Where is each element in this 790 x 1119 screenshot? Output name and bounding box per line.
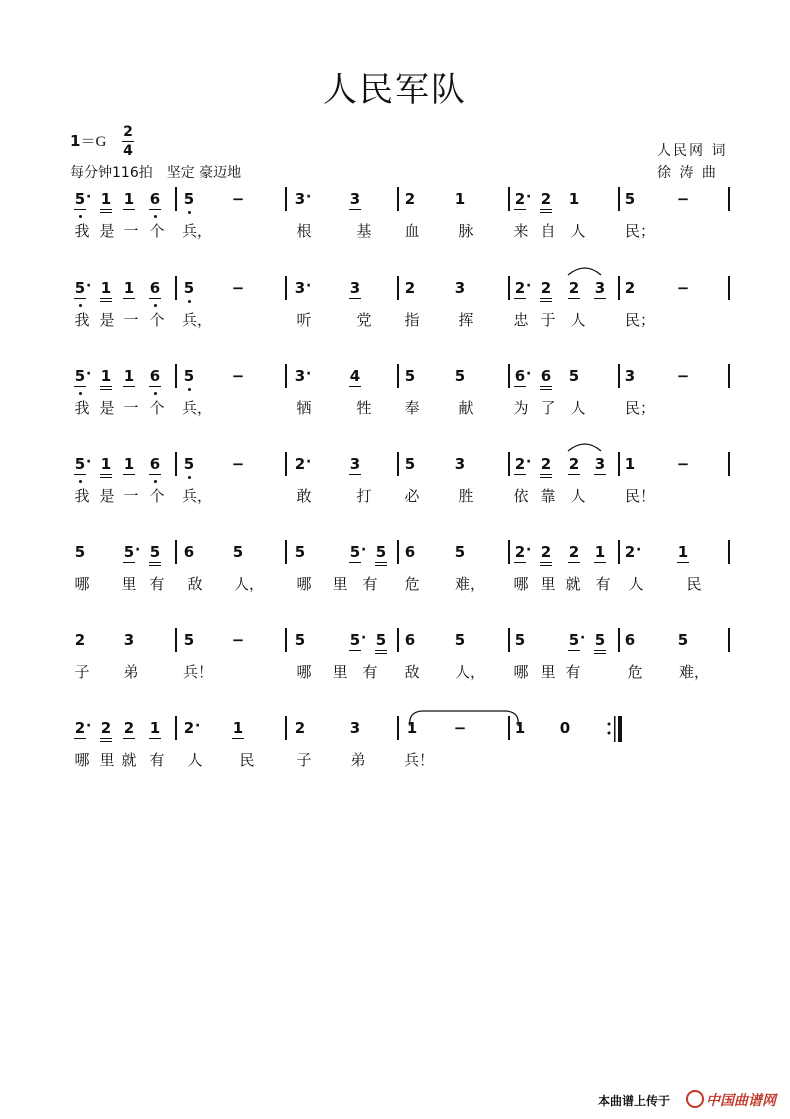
note: − — [676, 279, 690, 297]
score-line — [0, 540, 790, 620]
note: 5 — [454, 631, 466, 649]
lyric-syllable: 有 — [595, 575, 611, 593]
score-line — [0, 364, 790, 444]
lyric-syllable: 危 — [627, 663, 643, 681]
note: 5 — [294, 543, 306, 561]
note: 1 — [123, 455, 135, 473]
lyric-syllable: 来 — [513, 222, 529, 240]
note: 5 — [123, 543, 135, 561]
augmentation-dot: · — [361, 542, 367, 558]
note: 6 — [404, 631, 416, 649]
lyric-syllable: 里 — [121, 575, 137, 593]
lyric-syllable: 人 — [628, 575, 644, 593]
note: − — [676, 455, 690, 473]
lyric-syllable: 民； — [625, 399, 656, 417]
note: 6 — [183, 543, 195, 561]
augmentation-dot: · — [86, 189, 92, 205]
note: 1 — [514, 719, 526, 737]
page-title: 人民军队 — [323, 70, 467, 110]
lyric-syllable: 民 — [239, 751, 255, 769]
lyric-syllable: 牲 — [356, 399, 372, 417]
lyric-syllable: 里 — [540, 663, 556, 681]
lyric-syllable: 必 — [404, 487, 420, 505]
lyric-syllable: 里 — [332, 663, 348, 681]
note: 2 — [539, 279, 553, 297]
lyric-syllable: 人 — [570, 399, 586, 417]
augmentation-dot: · — [526, 542, 532, 558]
note: 6 — [404, 543, 416, 561]
lyric-syllable: 胜 — [458, 487, 474, 505]
note: 5 — [148, 543, 162, 561]
note: 1 — [99, 455, 113, 473]
note: 6 — [514, 367, 526, 385]
lyric-syllable: 敢 — [296, 487, 312, 505]
barline — [728, 364, 730, 388]
barline — [175, 187, 177, 211]
lyric-syllable: 是 — [99, 311, 115, 329]
note: 6 — [148, 279, 162, 297]
note: 1 — [99, 190, 113, 208]
note: 2 — [539, 455, 553, 473]
note: 2 — [568, 279, 580, 297]
note: 3 — [123, 631, 135, 649]
note: − — [676, 367, 690, 385]
lyric-syllable: 是 — [99, 222, 115, 240]
lyric-syllable: 兵， — [182, 311, 213, 329]
slur-mark — [565, 263, 605, 277]
lyric-syllable: 危 — [404, 575, 420, 593]
note: 5 — [404, 455, 416, 473]
barline — [285, 452, 287, 476]
lyric-syllable: 党 — [356, 311, 372, 329]
note: 2 — [404, 190, 416, 208]
barline — [397, 716, 399, 740]
note: − — [231, 190, 245, 208]
barline — [285, 540, 287, 564]
lyric-syllable: 里 — [332, 575, 348, 593]
note: 3 — [294, 279, 306, 297]
lyric-syllable: 血 — [404, 222, 420, 240]
barline — [285, 276, 287, 300]
note: 5 — [73, 367, 87, 385]
lyric-syllable: 就 — [565, 575, 581, 593]
barline — [175, 628, 177, 652]
lyricist-credit: 人民网 词 — [657, 143, 728, 159]
augmentation-dot: · — [636, 542, 642, 558]
lyric-syllable: 敌 — [404, 663, 420, 681]
note: 2 — [514, 190, 526, 208]
barline — [285, 716, 287, 740]
score-line — [0, 452, 790, 532]
lyric-syllable: 靠 — [540, 487, 556, 505]
lyric-syllable: 有 — [362, 663, 378, 681]
note: 3 — [454, 279, 466, 297]
note: − — [231, 631, 245, 649]
augmentation-dot: · — [526, 278, 532, 294]
note: 2 — [514, 279, 526, 297]
lyric-syllable: 敌 — [187, 575, 203, 593]
time-denominator: 4 — [123, 143, 133, 159]
lyric-syllable: 哪 — [74, 751, 90, 769]
barline — [728, 187, 730, 211]
key-prefix: 1 — [70, 132, 81, 150]
barline — [728, 276, 730, 300]
lyric-syllable: 就 — [121, 751, 137, 769]
lyric-syllable: 兵， — [182, 222, 213, 240]
lyric-syllable: 哪 — [74, 575, 90, 593]
lyric-syllable: 有 — [149, 751, 165, 769]
note: 5 — [454, 367, 466, 385]
barline — [175, 716, 177, 740]
lyric-syllable: 哪 — [296, 663, 312, 681]
barline — [175, 452, 177, 476]
barline — [508, 452, 510, 476]
note: 5 — [454, 543, 466, 561]
lyric-syllable: 是 — [99, 487, 115, 505]
lyric-syllable: 根 — [296, 222, 312, 240]
lyric-syllable: 个 — [149, 487, 165, 505]
note: 2 — [74, 719, 86, 737]
barline — [618, 452, 620, 476]
augmentation-dot: · — [306, 189, 312, 205]
lyric-syllable: 兵！ — [404, 751, 435, 769]
repeat-end-barline — [605, 716, 625, 746]
note: 5 — [73, 279, 87, 297]
lyric-syllable: 忠 — [513, 311, 529, 329]
lyric-syllable: 牺 — [296, 399, 312, 417]
lyric-syllable: 兵， — [182, 487, 213, 505]
note: 3 — [594, 455, 606, 473]
note: 3 — [349, 719, 361, 737]
note: 3 — [294, 190, 306, 208]
note: 1 — [99, 279, 113, 297]
lyric-syllable: 一 — [123, 222, 139, 240]
lyric-syllable: 弟 — [123, 663, 139, 681]
lyric-syllable: 一 — [123, 399, 139, 417]
note: 5 — [182, 279, 196, 297]
score-line — [0, 187, 790, 267]
barline — [397, 628, 399, 652]
note: 2 — [568, 543, 580, 561]
lyric-syllable: 民； — [625, 311, 656, 329]
augmentation-dot: · — [86, 278, 92, 294]
barline — [397, 276, 399, 300]
lyric-syllable: 挥 — [458, 311, 474, 329]
lyric-syllable: 人 — [570, 487, 586, 505]
barline — [728, 452, 730, 476]
lyric-syllable: 一 — [123, 487, 139, 505]
augmentation-dot: · — [306, 454, 312, 470]
note: 6 — [539, 367, 553, 385]
note: 5 — [182, 455, 196, 473]
lyric-syllable: 我 — [74, 487, 90, 505]
lyric-syllable: 我 — [74, 311, 90, 329]
augmentation-dot: · — [361, 630, 367, 646]
barline — [397, 452, 399, 476]
time-numerator: 2 — [123, 124, 133, 140]
lyric-syllable: 民； — [625, 222, 656, 240]
lyric-syllable: 听 — [296, 311, 312, 329]
note: 0 — [559, 719, 571, 737]
lyric-syllable: 打 — [356, 487, 372, 505]
note: 3 — [624, 367, 636, 385]
note: 1 — [232, 719, 244, 737]
lyric-syllable: 是 — [99, 399, 115, 417]
lyric-syllable: 子 — [74, 663, 90, 681]
augmentation-dot: · — [195, 718, 201, 734]
note: 3 — [349, 455, 361, 473]
key-eq: ＝G — [80, 134, 107, 150]
note: 2 — [539, 190, 553, 208]
note: 5 — [593, 631, 607, 649]
note: 2 — [404, 279, 416, 297]
augmentation-dot: · — [580, 630, 586, 646]
site-logo-text: 中国曲谱网 — [706, 1093, 776, 1109]
augmentation-dot: · — [526, 189, 532, 205]
note: 2 — [294, 455, 306, 473]
barline — [618, 276, 620, 300]
note: 1 — [677, 543, 689, 561]
lyric-syllable: 奉 — [404, 399, 420, 417]
lyric-syllable: 哪 — [296, 575, 312, 593]
note: 5 — [182, 367, 196, 385]
time-signature — [122, 124, 134, 159]
lyric-syllable: 为 — [513, 399, 529, 417]
note: 2 — [514, 543, 526, 561]
lyric-syllable: 自 — [540, 222, 556, 240]
augmentation-dot: · — [86, 454, 92, 470]
note: 2 — [568, 455, 580, 473]
note: 5 — [568, 367, 580, 385]
lyric-syllable: 指 — [404, 311, 420, 329]
lyric-syllable: 里 — [99, 751, 115, 769]
lyric-syllable: 有 — [149, 575, 165, 593]
note: 5 — [568, 631, 580, 649]
key-signature — [70, 130, 106, 151]
lyric-syllable: 难， — [679, 663, 710, 681]
lyric-syllable: 兵， — [182, 399, 213, 417]
note: 2 — [294, 719, 306, 737]
barline — [508, 628, 510, 652]
barline — [175, 540, 177, 564]
note: − — [231, 455, 245, 473]
note: 1 — [624, 455, 636, 473]
lyric-syllable: 里 — [540, 575, 556, 593]
note: 3 — [594, 279, 606, 297]
note: 3 — [349, 279, 361, 297]
barline — [618, 540, 620, 564]
barline — [618, 187, 620, 211]
lyric-syllable: 个 — [149, 222, 165, 240]
note: − — [453, 719, 467, 737]
lyric-syllable: 人， — [455, 663, 486, 681]
score-line — [0, 628, 790, 708]
note: 5 — [294, 631, 306, 649]
note: 1 — [594, 543, 606, 561]
lyric-syllable: 个 — [149, 311, 165, 329]
note: 5 — [677, 631, 689, 649]
augmentation-dot: · — [86, 366, 92, 382]
note: 5 — [349, 543, 361, 561]
note: 5 — [374, 543, 388, 561]
barline — [508, 364, 510, 388]
note: − — [231, 367, 245, 385]
note: 3 — [349, 190, 361, 208]
note: 1 — [454, 190, 466, 208]
note: 1 — [149, 719, 161, 737]
lyric-syllable: 人 — [570, 222, 586, 240]
site-logo-icon — [686, 1090, 704, 1108]
note: 5 — [232, 543, 244, 561]
note: 3 — [454, 455, 466, 473]
lyric-syllable: 民！ — [625, 487, 656, 505]
note: 5 — [183, 631, 195, 649]
barline — [397, 364, 399, 388]
lyric-syllable: 一 — [123, 311, 139, 329]
barline — [508, 540, 510, 564]
augmentation-dot: · — [86, 718, 92, 734]
site-logo — [686, 1090, 776, 1110]
note: 6 — [148, 367, 162, 385]
lyric-syllable: 人 — [570, 311, 586, 329]
note: 1 — [99, 367, 113, 385]
lyric-syllable: 人， — [234, 575, 265, 593]
note: 1 — [123, 367, 135, 385]
augmentation-dot: · — [526, 454, 532, 470]
note: 2 — [123, 719, 135, 737]
note: 4 — [349, 367, 361, 385]
barline — [508, 187, 510, 211]
note: 1 — [123, 279, 135, 297]
note: − — [231, 279, 245, 297]
note: 6 — [148, 190, 162, 208]
note: 2 — [183, 719, 195, 737]
note: 2 — [624, 279, 636, 297]
lyric-syllable: 献 — [458, 399, 474, 417]
composer-credit: 徐 涛 曲 — [657, 165, 718, 181]
lyric-syllable: 我 — [74, 222, 90, 240]
note: 5 — [74, 543, 86, 561]
augmentation-dot: · — [135, 542, 141, 558]
note: 2 — [624, 543, 636, 561]
note: 6 — [624, 631, 636, 649]
lyric-syllable: 于 — [540, 311, 556, 329]
note: 5 — [514, 631, 526, 649]
score-line — [0, 276, 790, 356]
barline — [285, 628, 287, 652]
lyric-syllable: 依 — [513, 487, 529, 505]
barline — [728, 628, 730, 652]
footer-text: 本曲谱上传于 — [598, 1094, 671, 1108]
lyric-syllable: 基 — [356, 222, 372, 240]
barline — [397, 187, 399, 211]
note: 5 — [349, 631, 361, 649]
lyric-syllable: 兵！ — [183, 663, 214, 681]
note: 2 — [99, 719, 113, 737]
note: 1 — [568, 190, 580, 208]
lyric-syllable: 子 — [296, 751, 312, 769]
lyric-syllable: 难， — [455, 575, 486, 593]
barline — [618, 364, 620, 388]
lyric-syllable: 了 — [540, 399, 556, 417]
barline — [397, 540, 399, 564]
tie-mark — [402, 708, 532, 728]
barline — [285, 187, 287, 211]
note: − — [676, 190, 690, 208]
note: 1 — [406, 719, 418, 737]
augmentation-dot: · — [306, 278, 312, 294]
note: 5 — [374, 631, 388, 649]
note: 6 — [148, 455, 162, 473]
note: 5 — [624, 190, 636, 208]
note: 2 — [539, 543, 553, 561]
lyric-syllable: 弟 — [350, 751, 366, 769]
slur-mark — [565, 439, 605, 453]
note: 2 — [74, 631, 86, 649]
barline — [618, 628, 620, 652]
lyric-syllable: 人 — [187, 751, 203, 769]
barline — [285, 364, 287, 388]
score-line — [0, 716, 790, 796]
lyric-syllable: 哪 — [513, 575, 529, 593]
barline — [175, 276, 177, 300]
lyric-syllable: 民 — [686, 575, 702, 593]
note: 5 — [73, 190, 87, 208]
barline — [175, 364, 177, 388]
note: 3 — [294, 367, 306, 385]
lyric-syllable: 有 — [362, 575, 378, 593]
tempo-marking: 每分钟116拍 坚定 豪迈地 — [70, 165, 242, 181]
lyric-syllable: 哪 — [513, 663, 529, 681]
augmentation-dot: · — [526, 366, 532, 382]
barline — [728, 540, 730, 564]
note: 2 — [514, 455, 526, 473]
barline — [508, 276, 510, 300]
note: 5 — [404, 367, 416, 385]
augmentation-dot: · — [306, 366, 312, 382]
lyric-syllable: 个 — [149, 399, 165, 417]
lyric-syllable: 我 — [74, 399, 90, 417]
note: 1 — [123, 190, 135, 208]
lyric-syllable: 有 — [565, 663, 581, 681]
note: 5 — [182, 190, 196, 208]
lyric-syllable: 脉 — [458, 222, 474, 240]
note: 5 — [73, 455, 87, 473]
